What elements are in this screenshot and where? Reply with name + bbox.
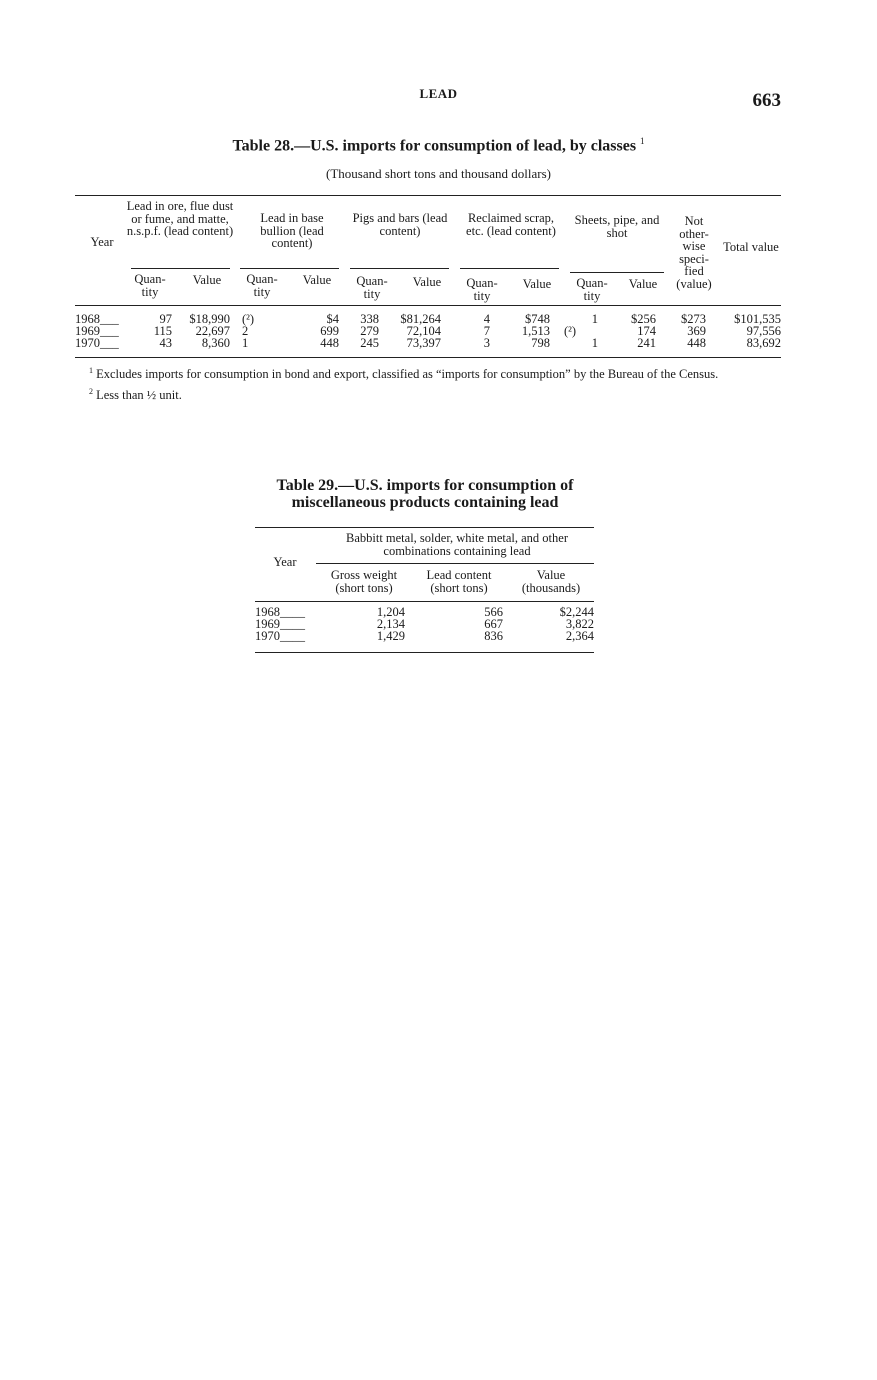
table28-value-subheader: Value	[412, 275, 442, 289]
table28-title	[0, 136, 877, 155]
table-cell: 4	[483, 312, 490, 326]
table28-quantity-subheader: Quan- tity	[356, 274, 388, 301]
table-cell: 1,513	[521, 324, 550, 338]
table28-top-rule	[75, 195, 781, 196]
table28-value-subheader: Value	[628, 277, 658, 291]
table29-title-line1: Table 29.—U.S. imports for consumption of	[276, 477, 574, 494]
year-cell: 1969___	[75, 324, 119, 338]
table-cell: 22,697	[195, 324, 230, 338]
table29-col-value: Value (thousands)	[521, 568, 581, 595]
table-cell: 369	[687, 324, 706, 338]
table29-year-header: Year	[273, 555, 297, 569]
table29-header-rule	[255, 601, 594, 602]
table-cell: 73,397	[406, 336, 441, 350]
table28-group-rule	[131, 268, 230, 269]
table-cell: 174	[637, 324, 656, 338]
table-row	[255, 606, 594, 618]
table28-quantity-subheader: Quan- tity	[466, 276, 498, 303]
year-cell: 1970___	[75, 336, 119, 350]
table28-not-otherwise-header: Not other- wise speci- fied (value)	[676, 214, 712, 291]
year-cell: 1970____	[255, 629, 305, 643]
table-cell: 667	[484, 617, 503, 631]
table-cell: 2,364	[565, 629, 594, 643]
year-cell: 1968___	[75, 312, 119, 326]
table29-group-rule	[316, 563, 594, 564]
table28-bottom-rule	[75, 357, 781, 358]
table-cell: 43	[159, 336, 172, 350]
table28-quantity-subheader: Quan- tity	[134, 272, 166, 299]
table-cell: 72,104	[406, 324, 441, 338]
table-cell: 1,429	[376, 629, 405, 643]
table28-group-header: Pigs and bars (lead content)	[352, 211, 448, 238]
table-cell: $18,990	[189, 312, 230, 326]
table28-value-subheader: Value	[192, 273, 222, 287]
running-head: LEAD	[419, 86, 458, 101]
table28-quantity-subheader: Quan- tity	[246, 272, 278, 299]
table-cell: 97	[159, 312, 172, 326]
table-cell: $2,244	[559, 605, 594, 619]
table29-col-lead-content: Lead content (short tons)	[426, 568, 492, 595]
table29-body	[255, 606, 594, 642]
table-row	[255, 618, 594, 630]
table-cell: 2,134	[376, 617, 405, 631]
table28-group-rule	[240, 268, 339, 269]
year-cell: 1968____	[255, 605, 305, 619]
table-cell: 338	[360, 312, 379, 326]
table29-title	[0, 477, 850, 511]
table28-group-header: Reclaimed scrap, etc. (lead content)	[466, 211, 556, 238]
table29-col-gross-weight: Gross weight (short tons)	[330, 568, 398, 595]
table-cell: 241	[637, 336, 656, 350]
table28-footnote-1	[75, 365, 781, 380]
table-cell: (²)	[564, 324, 577, 338]
table28-year-header: Year	[90, 235, 114, 249]
table-cell: $748	[525, 312, 550, 326]
table29-bottom-rule	[255, 652, 594, 653]
footnote-text: Excludes imports for consumption in bond and export, classified as “imports for consumption” by the Bureau of the Census.	[96, 367, 719, 382]
table-cell: 2	[242, 324, 249, 338]
table-cell: 448	[687, 336, 706, 350]
table-cell: 1	[591, 312, 598, 326]
table-cell: 8,360	[201, 336, 230, 350]
table28-group-header: Lead in ore, flue dust or fume, and matte, n.s.p.f. (lead content)	[126, 199, 234, 238]
table28-group-rule	[570, 272, 664, 273]
table28-header-rule	[75, 305, 781, 306]
table29-title-line2: miscellaneous products containing lead	[291, 494, 559, 511]
table-cell: 3	[483, 336, 490, 350]
table-cell: 115	[153, 324, 172, 338]
table-cell: $256	[631, 312, 656, 326]
table28-body	[75, 313, 781, 349]
table28-subtitle: (Thousand short tons and thousand dollars)	[326, 166, 551, 181]
table-cell: 1	[591, 336, 598, 350]
table-cell: 566	[484, 605, 503, 619]
table28-group-header: Sheets, pipe, and shot	[574, 213, 660, 240]
table-cell: 1,204	[376, 605, 405, 619]
table-cell: 245	[360, 336, 379, 350]
table28-quantity-subheader: Quan- tity	[576, 276, 608, 303]
table28-title-footnote-mark: 1	[640, 136, 645, 146]
table29-group-header: Babbitt metal, solder, white metal, and other combinations containing lead	[345, 531, 568, 558]
table-cell: $101,535	[734, 312, 781, 326]
table-row	[75, 337, 781, 349]
table29-top-rule	[255, 527, 594, 528]
year-cell: 1969____	[255, 617, 305, 631]
footnote-mark: 2	[89, 387, 93, 396]
table28-value-subheader: Value	[302, 273, 332, 287]
footnote-mark: 1	[89, 366, 93, 375]
table-cell: 836	[484, 629, 503, 643]
table-row	[255, 630, 594, 642]
table-cell: (²)	[242, 312, 255, 326]
page-number: 663	[752, 90, 781, 111]
table-cell: 7	[483, 324, 490, 338]
table-cell: $4	[326, 312, 339, 326]
table-cell: 798	[531, 336, 550, 350]
table28-footnote-2	[75, 386, 781, 401]
table-cell: 83,692	[746, 336, 781, 350]
table28-group-header: Lead in base bullion (lead content)	[260, 211, 324, 250]
footnote-text: Less than ½ unit.	[96, 388, 182, 403]
table-cell: $81,264	[400, 312, 441, 326]
table-cell: 3,822	[565, 617, 594, 631]
table-cell: 1	[242, 336, 249, 350]
table28-group-rule	[460, 268, 559, 269]
table-cell: 279	[360, 324, 379, 338]
table-cell: 97,556	[746, 324, 781, 338]
table-cell: 448	[320, 336, 339, 350]
table28-total-value-header: Total value	[723, 240, 779, 254]
table28-group-rule	[350, 268, 449, 269]
table28-title-text: Table 28.—U.S. imports for consumption of lead, by classes	[232, 137, 637, 155]
table28-value-subheader: Value	[522, 277, 552, 291]
table-cell: 699	[320, 324, 339, 338]
table-cell: $273	[681, 312, 706, 326]
